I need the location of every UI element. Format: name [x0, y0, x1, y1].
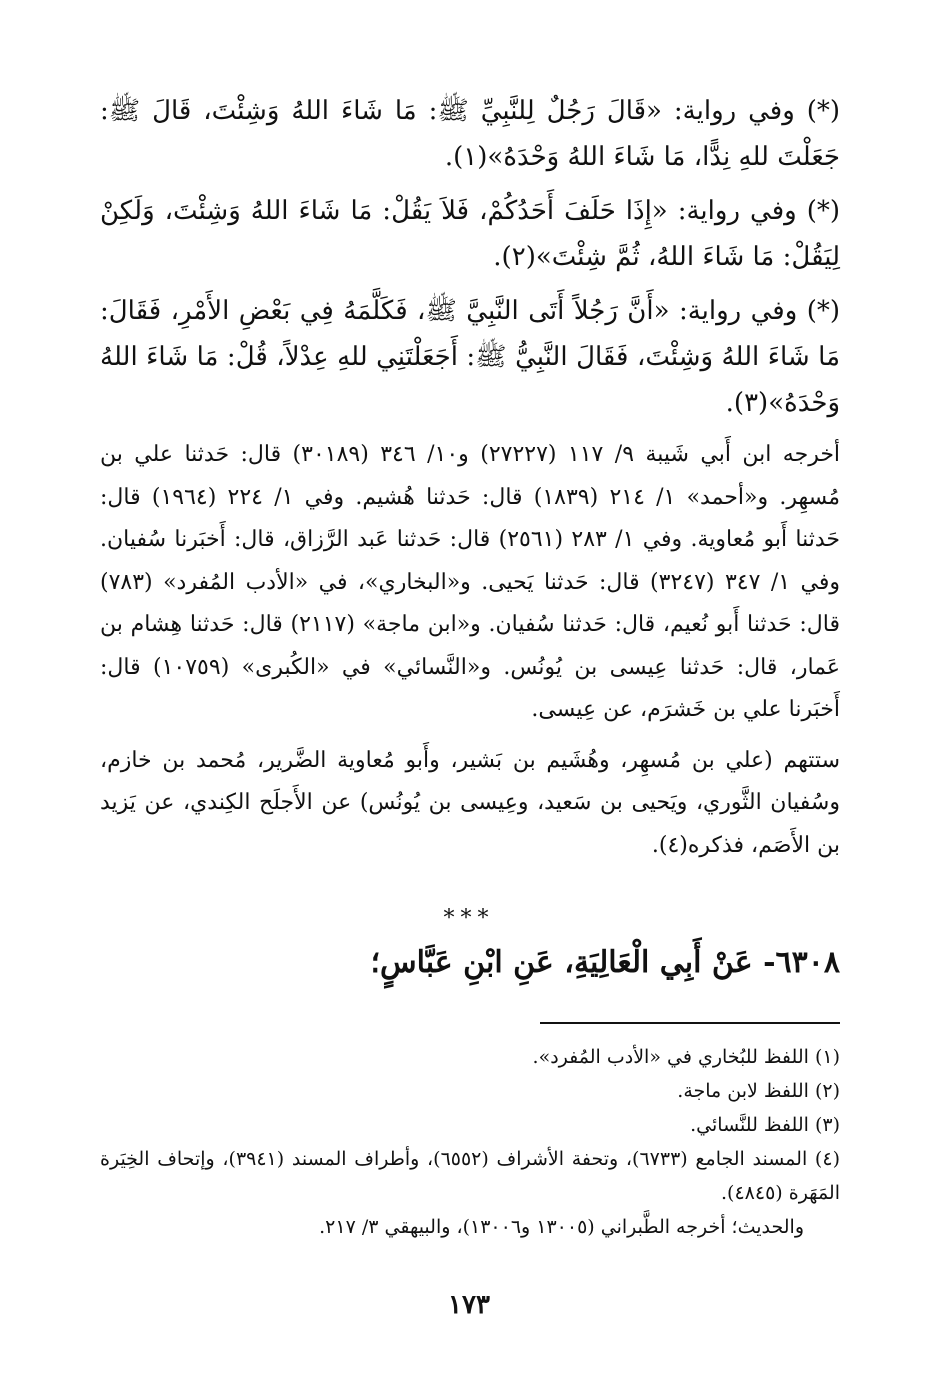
page-number: ١٧٣: [448, 1290, 490, 1320]
narration-3: (*) وفي رواية: «أَنَّ رَجُلاً أَتَى النَّبِيَّ ﷺ، فَكَلَّمَهُ فِي بَعْضِ الأَمْرِ، فَقَالَ: مَا شَاءَ اللهُ وَشِئْتَ، فَقَالَ النَّبِيُّ ﷺ: أَجَعَلْتَنِي للهِ عِدْلاً، قُلْ: مَا شَاءَ اللهُ وَحْدَهُ»(٣).: [100, 296, 840, 418]
main-text: [100, 88, 840, 875]
footnote-2: (٢) اللفظ لابن ماجة.: [677, 1080, 840, 1102]
next-hadith-heading: ٦٣٠٨- عَنْ أَبِي الْعَالِيَةِ، عَنِ ابْنِ عَبَّاسٍ؛: [370, 945, 840, 980]
footnote-divider: [540, 1022, 840, 1024]
summary-paragraph: ستتهم (علي بن مُسهِر، وهُشَيم بن بَشير، وأَبو مُعاوية الضَّرير، مُحمد بن خازم، وسُفيان الثَّوري، ويَحيى بن سَعيد، وعِيسى بن يُونُس) عن الأَجلَح الكِندي، عن يَزيد بن الأَصَم، فذكره(٤).: [100, 747, 840, 858]
takhrij-paragraph: أخرجه ابن أَبي شَيبة ٩/ ١١٧ (٢٧٢٢٧) و١٠/ ٣٤٦ (٣٠١٨٩) قال: حَدثنا علي بن مُسهِر. و«أحمد» ١/ ٢١٤ (١٨٣٩) قال: حَدثنا هُشيم. وفي ١/ ٢٢٤ (١٩٦٤) قال: حَدثنا أَبو مُعاوية. وفي ١/ ٢٨٣ (٢٥٦١) قال: حَدثنا عَبد الرَّزاق، قال: أَخبَرنا سُفيان. وفي ١/ ٣٤٧ (٣٢٤٧) قال: حَدثنا يَحيى. و«البخاري»، في «الأدب المُفرد» (٧٨٣) قال: حَدثنا أَبو نُعيم، قال: حَدثنا سُفيان. و«ابن ماجة» (٢١١٧) قال: حَدثنا هِشام بن عَمار، قال: حَدثنا عِيسى بن يُونُس. و«النَّسائي» في «الكُبرى» (١٠٧٥٩) قال: أَخبَرنا علي بن خَشرَم، عن عِيسى.: [100, 442, 841, 722]
footnote-1: (١) اللفظ للبُخاري في «الأدب المُفرد».: [532, 1046, 840, 1068]
footnote-3: (٣) اللفظ للنَّسائي.: [690, 1114, 840, 1136]
section-separator: ***: [443, 906, 495, 931]
narration-2: (*) وفي رواية: «إِذَا حَلَفَ أَحَدُكُمْ، فَلاَ يَقُلْ: مَا شَاءَ اللهُ وَشِئْتَ، وَلَكِنْ لِيَقُلْ: مَا شَاءَ اللهُ، ثُمَّ شِئْتَ»(٢).: [100, 196, 840, 272]
footnotes: [100, 1040, 840, 1244]
narration-1: (*) وفي رواية: «قَالَ رَجُلٌ لِلنَّبِيِّ ﷺ: مَا شَاءَ اللهُ وَشِئْتَ، قَالَ ﷺ: جَعَلْتَ للهِ نِدًّا، مَا شَاءَ اللهُ وَحْدَهُ»(١).: [100, 96, 840, 172]
footnote-4-continuation: والحديث؛ أخرجه الطَّبراني (١٣٠٠٥ و١٣٠٠٦)، والبيهقي ٣/ ٢١٧.: [319, 1216, 804, 1238]
footnote-4: (٤) المسند الجامع (٦٧٣٣)، وتحفة الأشراف (٦٥٥٢)، وأطراف المسند (٣٩٤١)، وإتحاف الخِيَرة المَهَرة (٤٨٤٥).: [100, 1148, 840, 1204]
